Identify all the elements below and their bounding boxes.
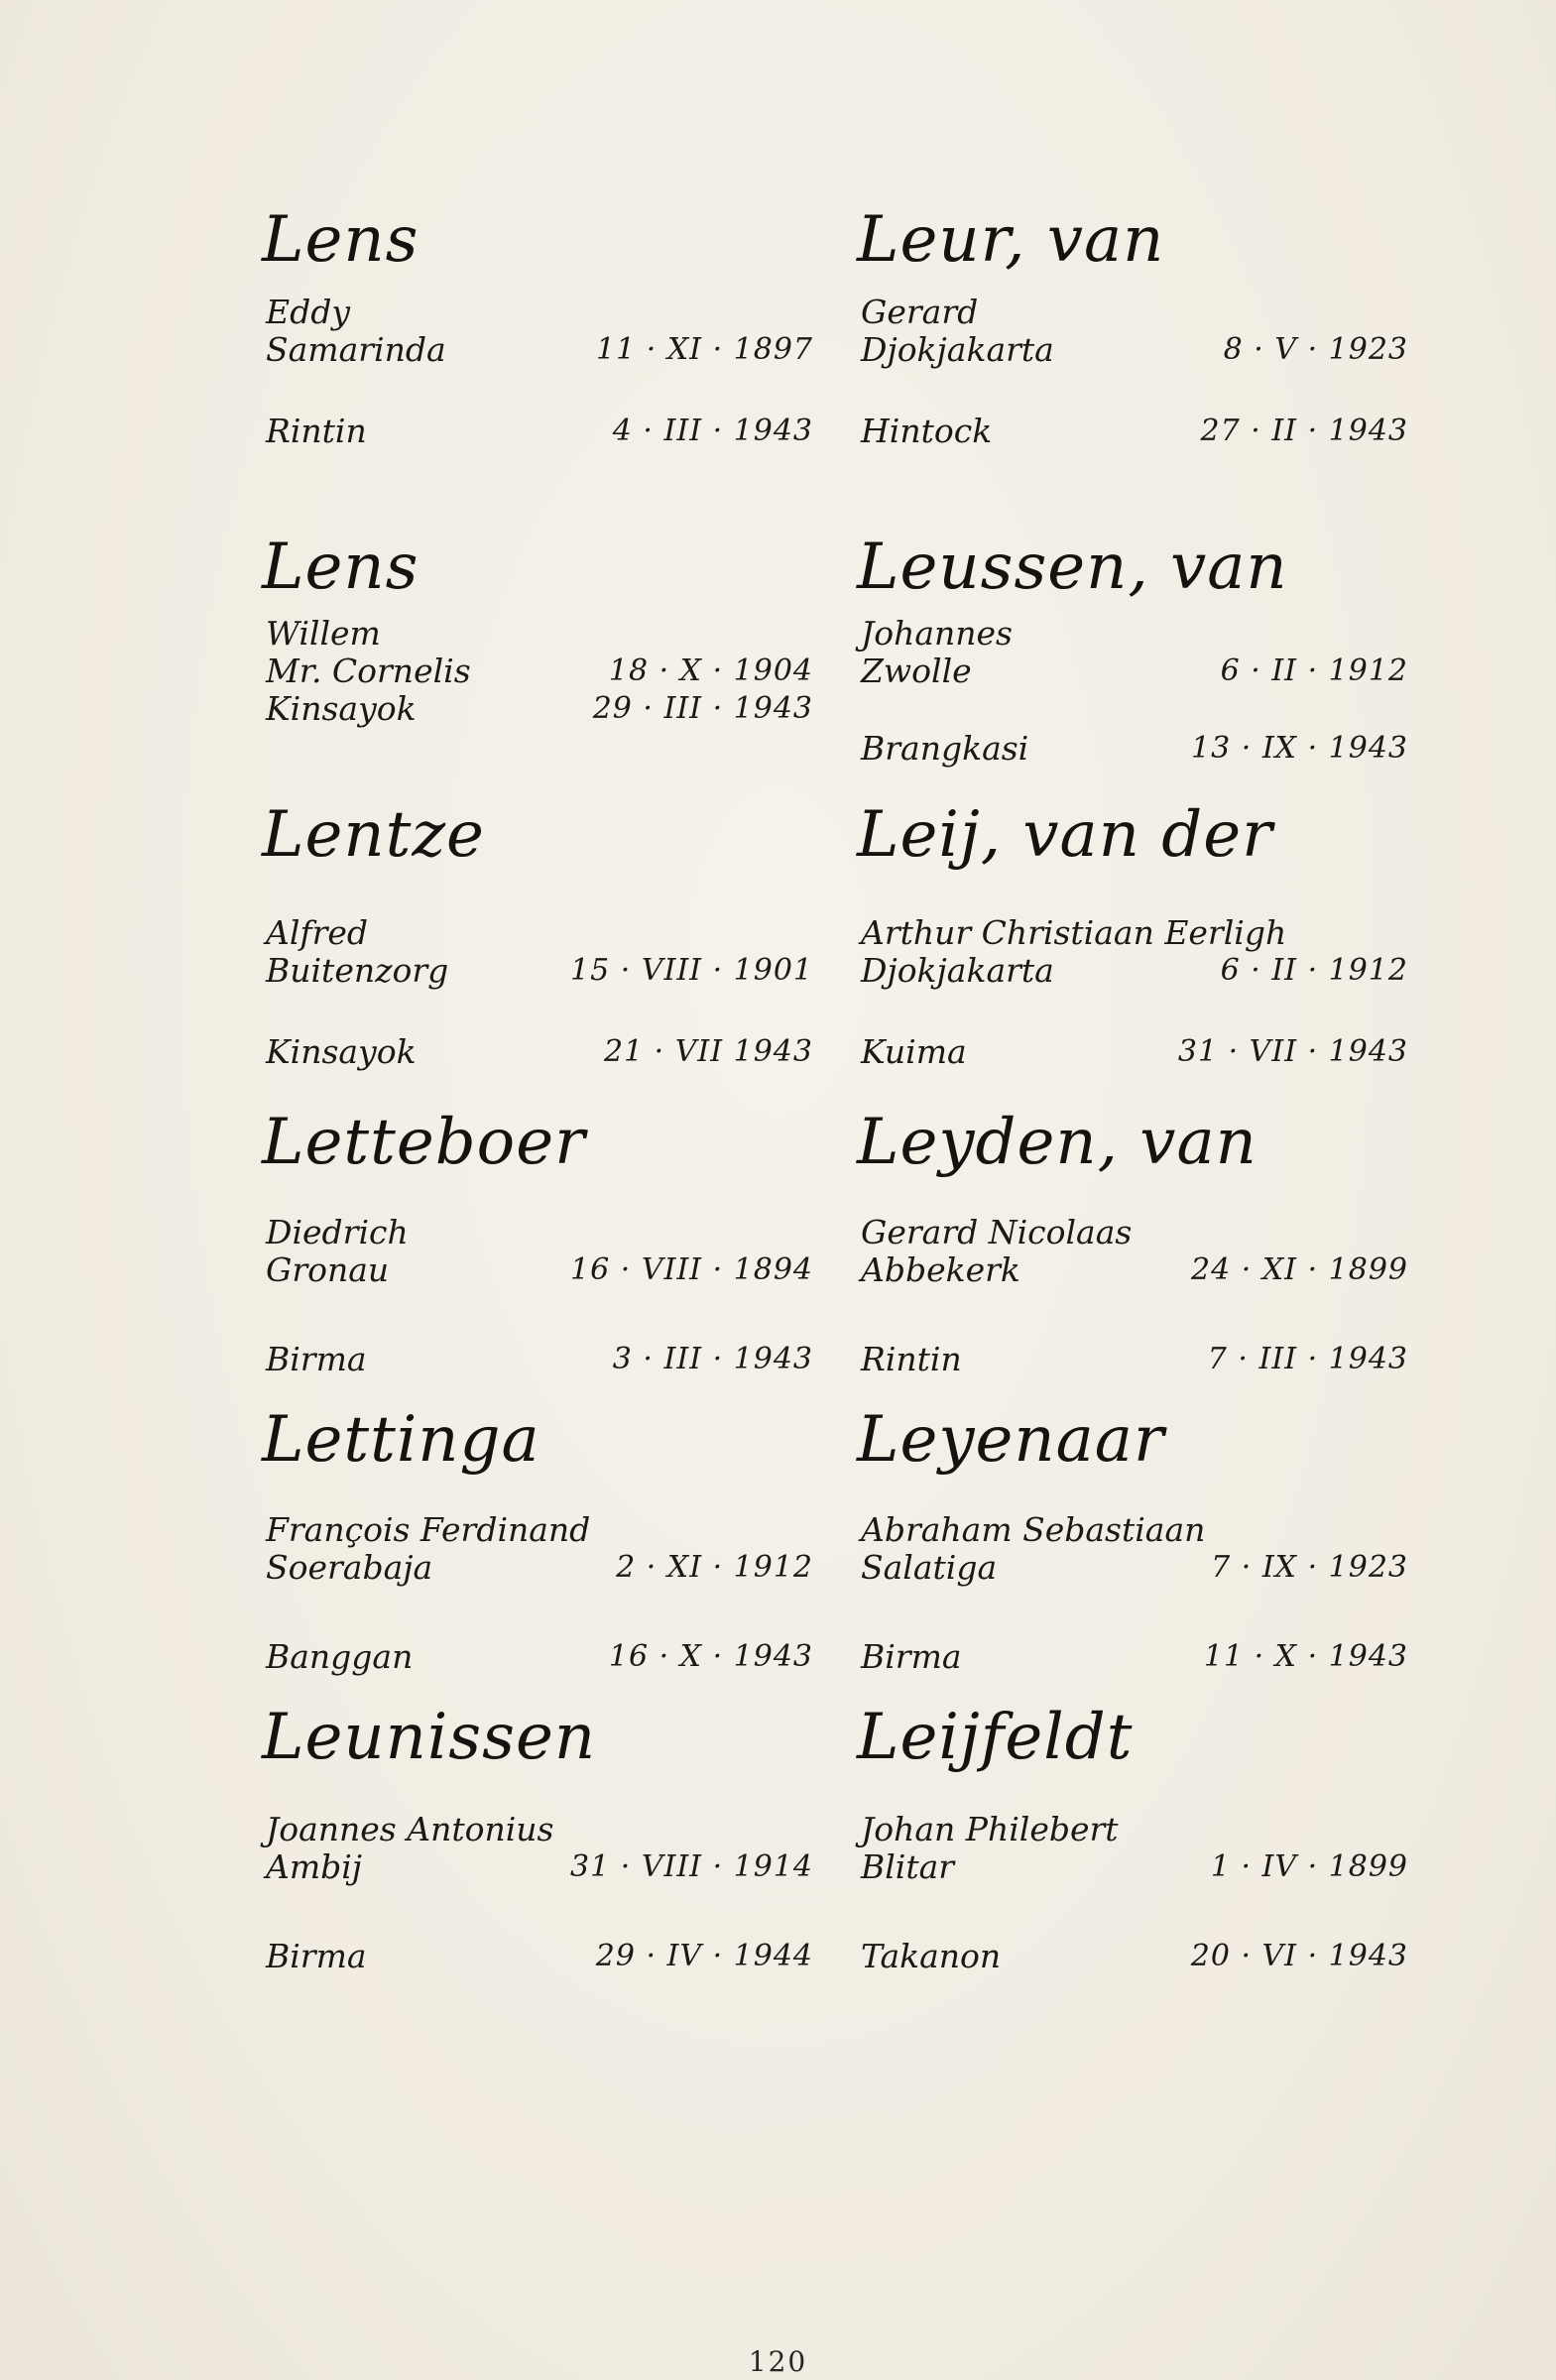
given-names: François Ferdinand [266, 1510, 591, 1549]
birth-row [266, 331, 813, 369]
death-place: Brangkasi [861, 729, 1029, 768]
death-row [861, 413, 1408, 450]
death-date: 29 · III · 1943 [592, 691, 813, 726]
birth-place: Gronau [266, 1250, 390, 1289]
entry [855, 531, 1410, 833]
death-date: 16 · X · 1943 [608, 1639, 813, 1674]
death-row [861, 1638, 1408, 1676]
death-row [266, 1638, 813, 1676]
given-names: Abraham Sebastiaan [861, 1510, 1206, 1549]
death-place: Takanon [861, 1937, 1002, 1975]
death-place: Birma [266, 1340, 367, 1378]
surname: Leyenaar [857, 1403, 1165, 1477]
surname: Letteboer [262, 1106, 586, 1179]
birth-date: 11 · XI · 1897 [596, 332, 813, 367]
death-place: Birma [266, 1937, 367, 1975]
death-row [266, 1033, 813, 1071]
surname: Leyden, van [857, 1106, 1257, 1179]
death-row [861, 730, 1408, 768]
given-names: Arthur Christiaan Eerligh [861, 913, 1287, 952]
surname: Lettinga [262, 1403, 540, 1477]
given-names: Johannes [861, 614, 1013, 653]
death-date: 3 · III · 1943 [612, 1342, 813, 1376]
surname: Leij, van der [857, 798, 1273, 872]
birth-date: 2 · XI · 1912 [616, 1550, 813, 1585]
entry [260, 1701, 815, 2003]
given-names: Gerard Nicolaas [861, 1213, 1133, 1251]
death-place: Rintin [266, 412, 367, 450]
birth-date: 18 · X · 1904 [608, 654, 813, 688]
death-place: Kuima [861, 1032, 967, 1071]
entry [260, 1106, 815, 1408]
surname: Lens [262, 531, 419, 604]
birth-place: Mr. Cornelis [266, 652, 471, 690]
death-date: 11 · X · 1943 [1203, 1639, 1408, 1674]
death-place: Hintock [861, 412, 993, 450]
death-row [266, 413, 813, 450]
entry [260, 1403, 815, 1706]
birth-date: 7 · IX · 1923 [1211, 1550, 1408, 1585]
death-row [266, 690, 813, 728]
birth-date: 24 · XI · 1899 [1191, 1252, 1408, 1287]
death-row [861, 1033, 1408, 1071]
death-place: Birma [861, 1637, 962, 1676]
given-names: Willem [266, 614, 381, 653]
birth-row [861, 1251, 1408, 1289]
death-row [861, 1938, 1408, 1975]
birth-place: Buitenzorg [266, 951, 449, 990]
entry [855, 798, 1410, 1101]
birth-row [861, 952, 1408, 990]
surname: Leijfeldt [857, 1701, 1134, 1774]
entry [855, 1106, 1410, 1408]
death-place: Banggan [266, 1637, 414, 1676]
death-date: 31 · VII · 1943 [1177, 1034, 1408, 1069]
birth-place: Blitar [861, 1847, 955, 1886]
death-date: 4 · III · 1943 [612, 414, 813, 448]
birth-row [266, 1251, 813, 1289]
birth-date: 8 · V · 1923 [1223, 332, 1408, 367]
birth-date: 6 · II · 1912 [1220, 654, 1408, 688]
birth-date: 1 · IV · 1899 [1210, 1849, 1408, 1884]
birth-row [266, 1848, 813, 1886]
given-names: Alfred [266, 913, 369, 952]
death-row [861, 1341, 1408, 1378]
given-names: Joannes Antonius [266, 1810, 554, 1848]
death-place: Rintin [861, 1340, 962, 1378]
birth-place: Djokjakarta [861, 330, 1054, 369]
surname: Leussen, van [857, 531, 1288, 604]
birth-row [861, 1848, 1408, 1886]
entry [855, 203, 1410, 506]
birth-row [861, 653, 1408, 690]
birth-date: 16 · VIII · 1894 [570, 1252, 813, 1287]
birth-place: Djokjakarta [861, 951, 1054, 990]
birth-place: Ambij [266, 1847, 363, 1886]
surname: Leunissen [262, 1701, 597, 1774]
entry [260, 531, 815, 833]
entry [260, 203, 815, 506]
birth-row [861, 331, 1408, 369]
entry [260, 798, 815, 1101]
birth-place: Soerabaja [266, 1548, 433, 1587]
surname: Lens [262, 203, 419, 277]
birth-place: Abbekerk [861, 1250, 1020, 1289]
death-date: 29 · IV · 1944 [595, 1939, 813, 1973]
birth-place: Salatiga [861, 1548, 998, 1587]
death-date: 21 · VII 1943 [603, 1034, 813, 1069]
given-names: Johan Philebert [861, 1810, 1119, 1848]
birth-date: 6 · II · 1912 [1220, 953, 1408, 988]
death-row [266, 1341, 813, 1378]
birth-row [266, 1549, 813, 1587]
death-date: 27 · II · 1943 [1200, 414, 1408, 448]
birth-date: 31 · VIII · 1914 [570, 1849, 813, 1884]
death-row [266, 1938, 813, 1975]
given-names: Diedrich [266, 1213, 409, 1251]
birth-date: 15 · VIII · 1901 [570, 953, 813, 988]
death-date: 13 · IX · 1943 [1191, 731, 1408, 766]
death-place: Kinsayok [266, 1032, 417, 1071]
given-names: Eddy [266, 293, 350, 331]
birth-row [266, 653, 813, 690]
page-number: 120 [748, 2345, 808, 2378]
birth-row [861, 1549, 1408, 1587]
birth-place: Zwolle [861, 652, 972, 690]
birth-row [266, 952, 813, 990]
entry [855, 1403, 1410, 1706]
surname: Lentze [262, 798, 485, 872]
given-names: Gerard [861, 293, 979, 331]
surname: Leur, van [857, 203, 1165, 277]
birth-place: Samarinda [266, 330, 446, 369]
death-date: 7 · III · 1943 [1207, 1342, 1408, 1376]
death-date: 20 · VI · 1943 [1190, 1939, 1408, 1973]
entry [855, 1701, 1410, 2003]
death-place: Kinsayok [266, 689, 417, 728]
